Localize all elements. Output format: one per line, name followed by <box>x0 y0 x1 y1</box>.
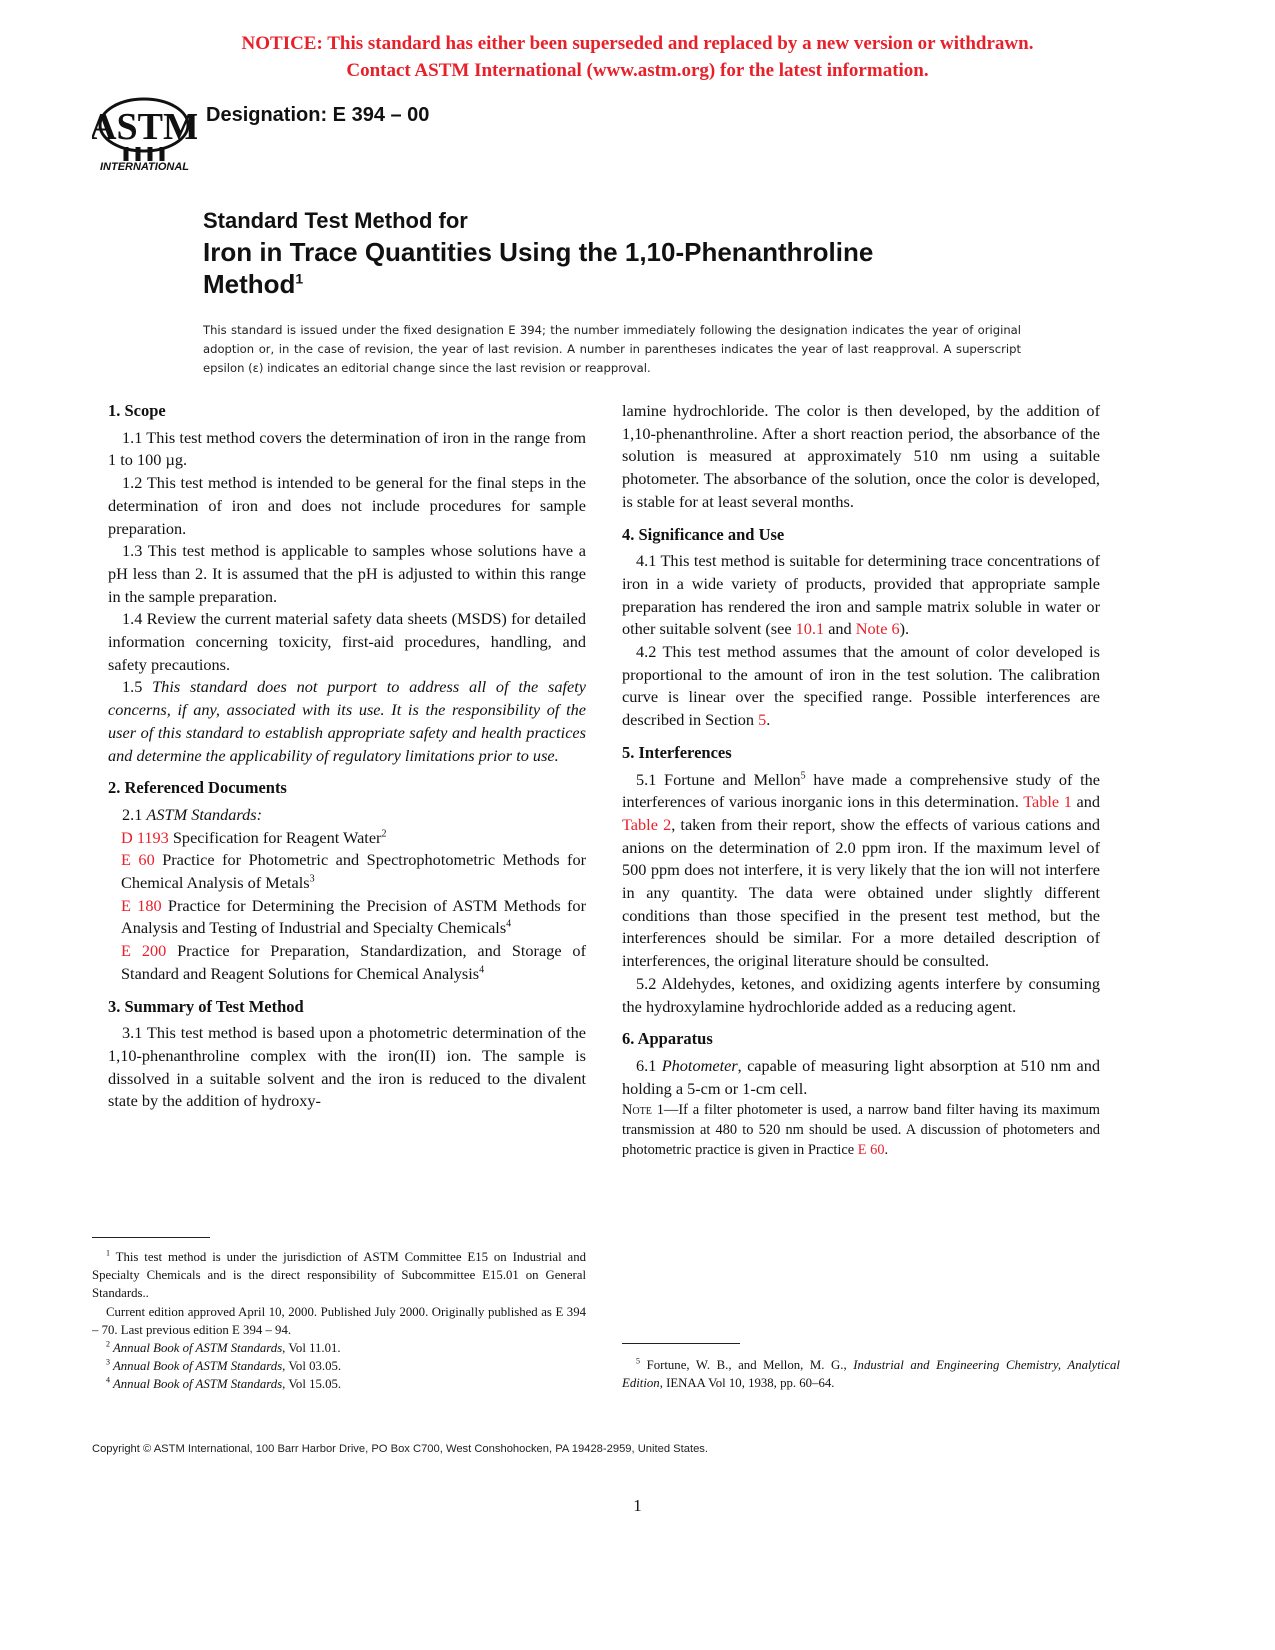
reference-e60: E 60 Practice for Photometric and Spectrophotometric Methods for Chemical Analysis of Metals$^3$ <box>121 850 587 893</box>
logo-text: INTERNATIONAL <box>99 161 189 173</box>
footnote-1: $^1$ This test method is under the jurisdiction of ASTM Committee E15 on Industrial and Specialty Chemicals and is the direct responsibility of Subcommittee E15.01 on General Standards.. <box>92 1248 586 1301</box>
link-table-1[interactable]: Table 1 <box>1023 792 1072 812</box>
left-column <box>108 400 586 1113</box>
title-line-2: Iron in Trace Quantities Using the 1,10-Phenanthroline <box>203 237 874 267</box>
link-10-1[interactable]: 10.1 <box>795 619 825 639</box>
footnotes-left <box>92 1248 586 1394</box>
withdrawal-notice <box>0 30 1275 84</box>
notice-line-2: Contact ASTM International (www.astm.org) for the latest information. <box>346 60 929 81</box>
section-heading-summary: 3. Summary of Test Method <box>108 996 304 1016</box>
paragraph-1-2: 1.2 This test method is intended to be general for the final steps in the determination of iron and does not include procedures for sample preparation. <box>108 473 586 538</box>
link-e60-note[interactable]: E 60 <box>857 1142 885 1159</box>
footnote-rule-left <box>92 1237 210 1238</box>
section-heading-interferences: 5. Interferences <box>622 742 732 762</box>
paragraph-1-3: 1.3 This test method is applicable to samples whose solutions have a pH less than 2. It is assumed that the pH is adjusted to within this range in the sample preparation. <box>108 541 586 606</box>
section-heading-scope: 1. Scope <box>108 401 166 420</box>
reference-link-e200[interactable]: E 200 <box>121 941 167 961</box>
reference-link-d1193[interactable]: D 1193 <box>121 827 169 847</box>
svg-text:ASTM: ASTM <box>92 106 197 148</box>
designation: Designation: E 394 – 00 <box>206 104 430 126</box>
note-1: Note 1—If a filter photometer is used, a narrow band filter having its maximum transmission at 480 to 520 nm should be used. A discussion of photometers and photometric practice is given in Practice E 60. <box>622 1102 1100 1159</box>
reference-d1193: D 1193 Specification for Reagent Water$^2$ <box>121 827 387 847</box>
title-line-3: Method$^1$ <box>203 269 304 299</box>
paragraph-4-2: 4.2 This test method assumes that the amount of color developed is proportional to the amount of iron in the test solution. The calibration curve is linear over the specified range. Possible interferences are described in Section 5. <box>622 642 1100 730</box>
footnote-3: $^3$ Annual Book of ASTM Standards, Vol 03.05. <box>106 1357 342 1374</box>
footnote-1-edition: Current edition approved April 10, 2000. Published July 2000. Originally published as E 394 – 70. Last previous edition E 394 – 94. <box>92 1304 586 1337</box>
document-title <box>203 206 873 300</box>
link-note-6[interactable]: Note 6 <box>855 619 900 639</box>
link-table-2[interactable]: Table 2 <box>622 814 672 834</box>
paragraph-1-5: 1.5 This standard does not purport to address all of the safety concerns, if any, associated with its use. It is the responsibility of the user of this standard to establish appropriate safety and health practices and determine the applicability of regulatory limitations prior to use. <box>108 677 586 765</box>
section-heading-apparatus: 6. Apparatus <box>622 1029 713 1049</box>
paragraph-3-1: 3.1 This test method is based upon a photometric determination of the 1,10-phenanthroline complex with the iron(II) ion. The sample is dissolved in a suitable solvent and the iron is reduced to the divalent state by the addition of hydroxy- <box>108 1023 586 1111</box>
reference-link-e180[interactable]: E 180 <box>121 895 162 915</box>
link-section-5[interactable]: 5 <box>758 710 767 730</box>
section-heading-significance: 4. Significance and Use <box>622 524 785 544</box>
paragraph-2-1: 2.1 ASTM Standards: <box>122 804 263 824</box>
notice-line-1: NOTICE: This standard has either been superseded and replaced by a new version or withdrawn. <box>241 33 1034 54</box>
right-column <box>622 400 1100 1160</box>
paragraph-5-2: 5.2 Aldehydes, ketones, and oxidizing agents interfere by consuming the hydroxylamine hydrochloride added as a reducing agent. <box>622 973 1100 1016</box>
reference-link-e60[interactable]: E 60 <box>121 850 155 870</box>
astm-logo-icon <box>92 95 197 180</box>
footnote-rule-right <box>622 1343 740 1344</box>
paragraph-4-1: 4.1 This test method is suitable for determining trace concentrations of iron in a wide variety of products, provided that appropriate sample preparation has rendered the iron and sample matrix soluble in water or other suitable solvent (see 10.1 and Note 6). <box>622 551 1100 639</box>
section-heading-referenced-documents: 2. Referenced Documents <box>108 778 287 798</box>
footnote-5: $^5$ Fortune, W. B., and Mellon, M. G., Industrial and Engineering Chemistry, Analytical Edition, IENAA Vol 10, 1938, pp. 60–64. <box>622 1356 1120 1391</box>
footnote-2: $^2$ Annual Book of ASTM Standards, Vol 11.01. <box>106 1339 341 1356</box>
footnote-4: $^4$ Annual Book of ASTM Standards, Vol 15.05. <box>106 1376 342 1392</box>
reference-e180: E 180 Practice for Determining the Precision of ASTM Methods for Analysis and Testing of Industrial and Specialty Chemicals$^4$ <box>121 895 586 938</box>
title-line-1: Standard Test Method for <box>203 208 468 233</box>
reference-e200: E 200 Practice for Preparation, Standardization, and Storage of Standard and Reagent Solutions for Chemical Analysis$^4$ <box>121 941 586 983</box>
paragraph-6-1: 6.1 Photometer, capable of measuring light absorption at 510 nm and holding a 5-cm or 1-cm cell. <box>622 1055 1100 1098</box>
footnotes-right <box>622 1356 1120 1392</box>
paragraph-3-1-continued: lamine hydrochloride. The color is then developed, by the addition of 1,10-phenanthroline. After a short reaction period, the absorbance of the solution is measured at approximately 510 nm using a suitable photometer. The absorbance of the solution, once the color is developed, is stable for at least several months. <box>622 401 1100 511</box>
paragraph-1-1: 1.1 This test method covers the determination of iron in the range from 1 to 100 µg. <box>108 427 586 470</box>
copyright-line: Copyright © ASTM International, 100 Barr Harbor Drive, PO Box C700, West Conshohocken, PA 19428-2959, United States. <box>92 1443 708 1455</box>
page-number: 1 <box>633 1496 642 1515</box>
paragraph-5-1: 5.1 Fortune and Mellon$^5$ have made a comprehensive study of the interferences of various inorganic ions in this determination. Table 1 and Table 2, taken from their report, show the effects of various cations and anions on the determination of 2.0 ppm iron. If the maximum level of 500 ppm does not interfere, it is very likely that the ion will not interfere in any quantity. The data were obtained under slightly different conditions than those specified in the present test method, but the interferences should be similar. For a more detailed description of interferences, the original literature should be consulted. <box>622 769 1100 971</box>
paragraph-1-4: 1.4 Review the current material safety data sheets (MSDS) for detailed information concerning toxicity, first-aid procedures, handling, and safety precautions. <box>108 609 586 674</box>
issuance-statement: This standard is issued under the fixed designation E 394; the number immediately following the designation indicates the year of original adoption or, in the case of revision, the year of last revision. A number in parentheses indicates the year of last reapproval. A superscript epsilon (ε) indicates an editorial change since the last revision or reapproval. <box>203 323 1021 375</box>
